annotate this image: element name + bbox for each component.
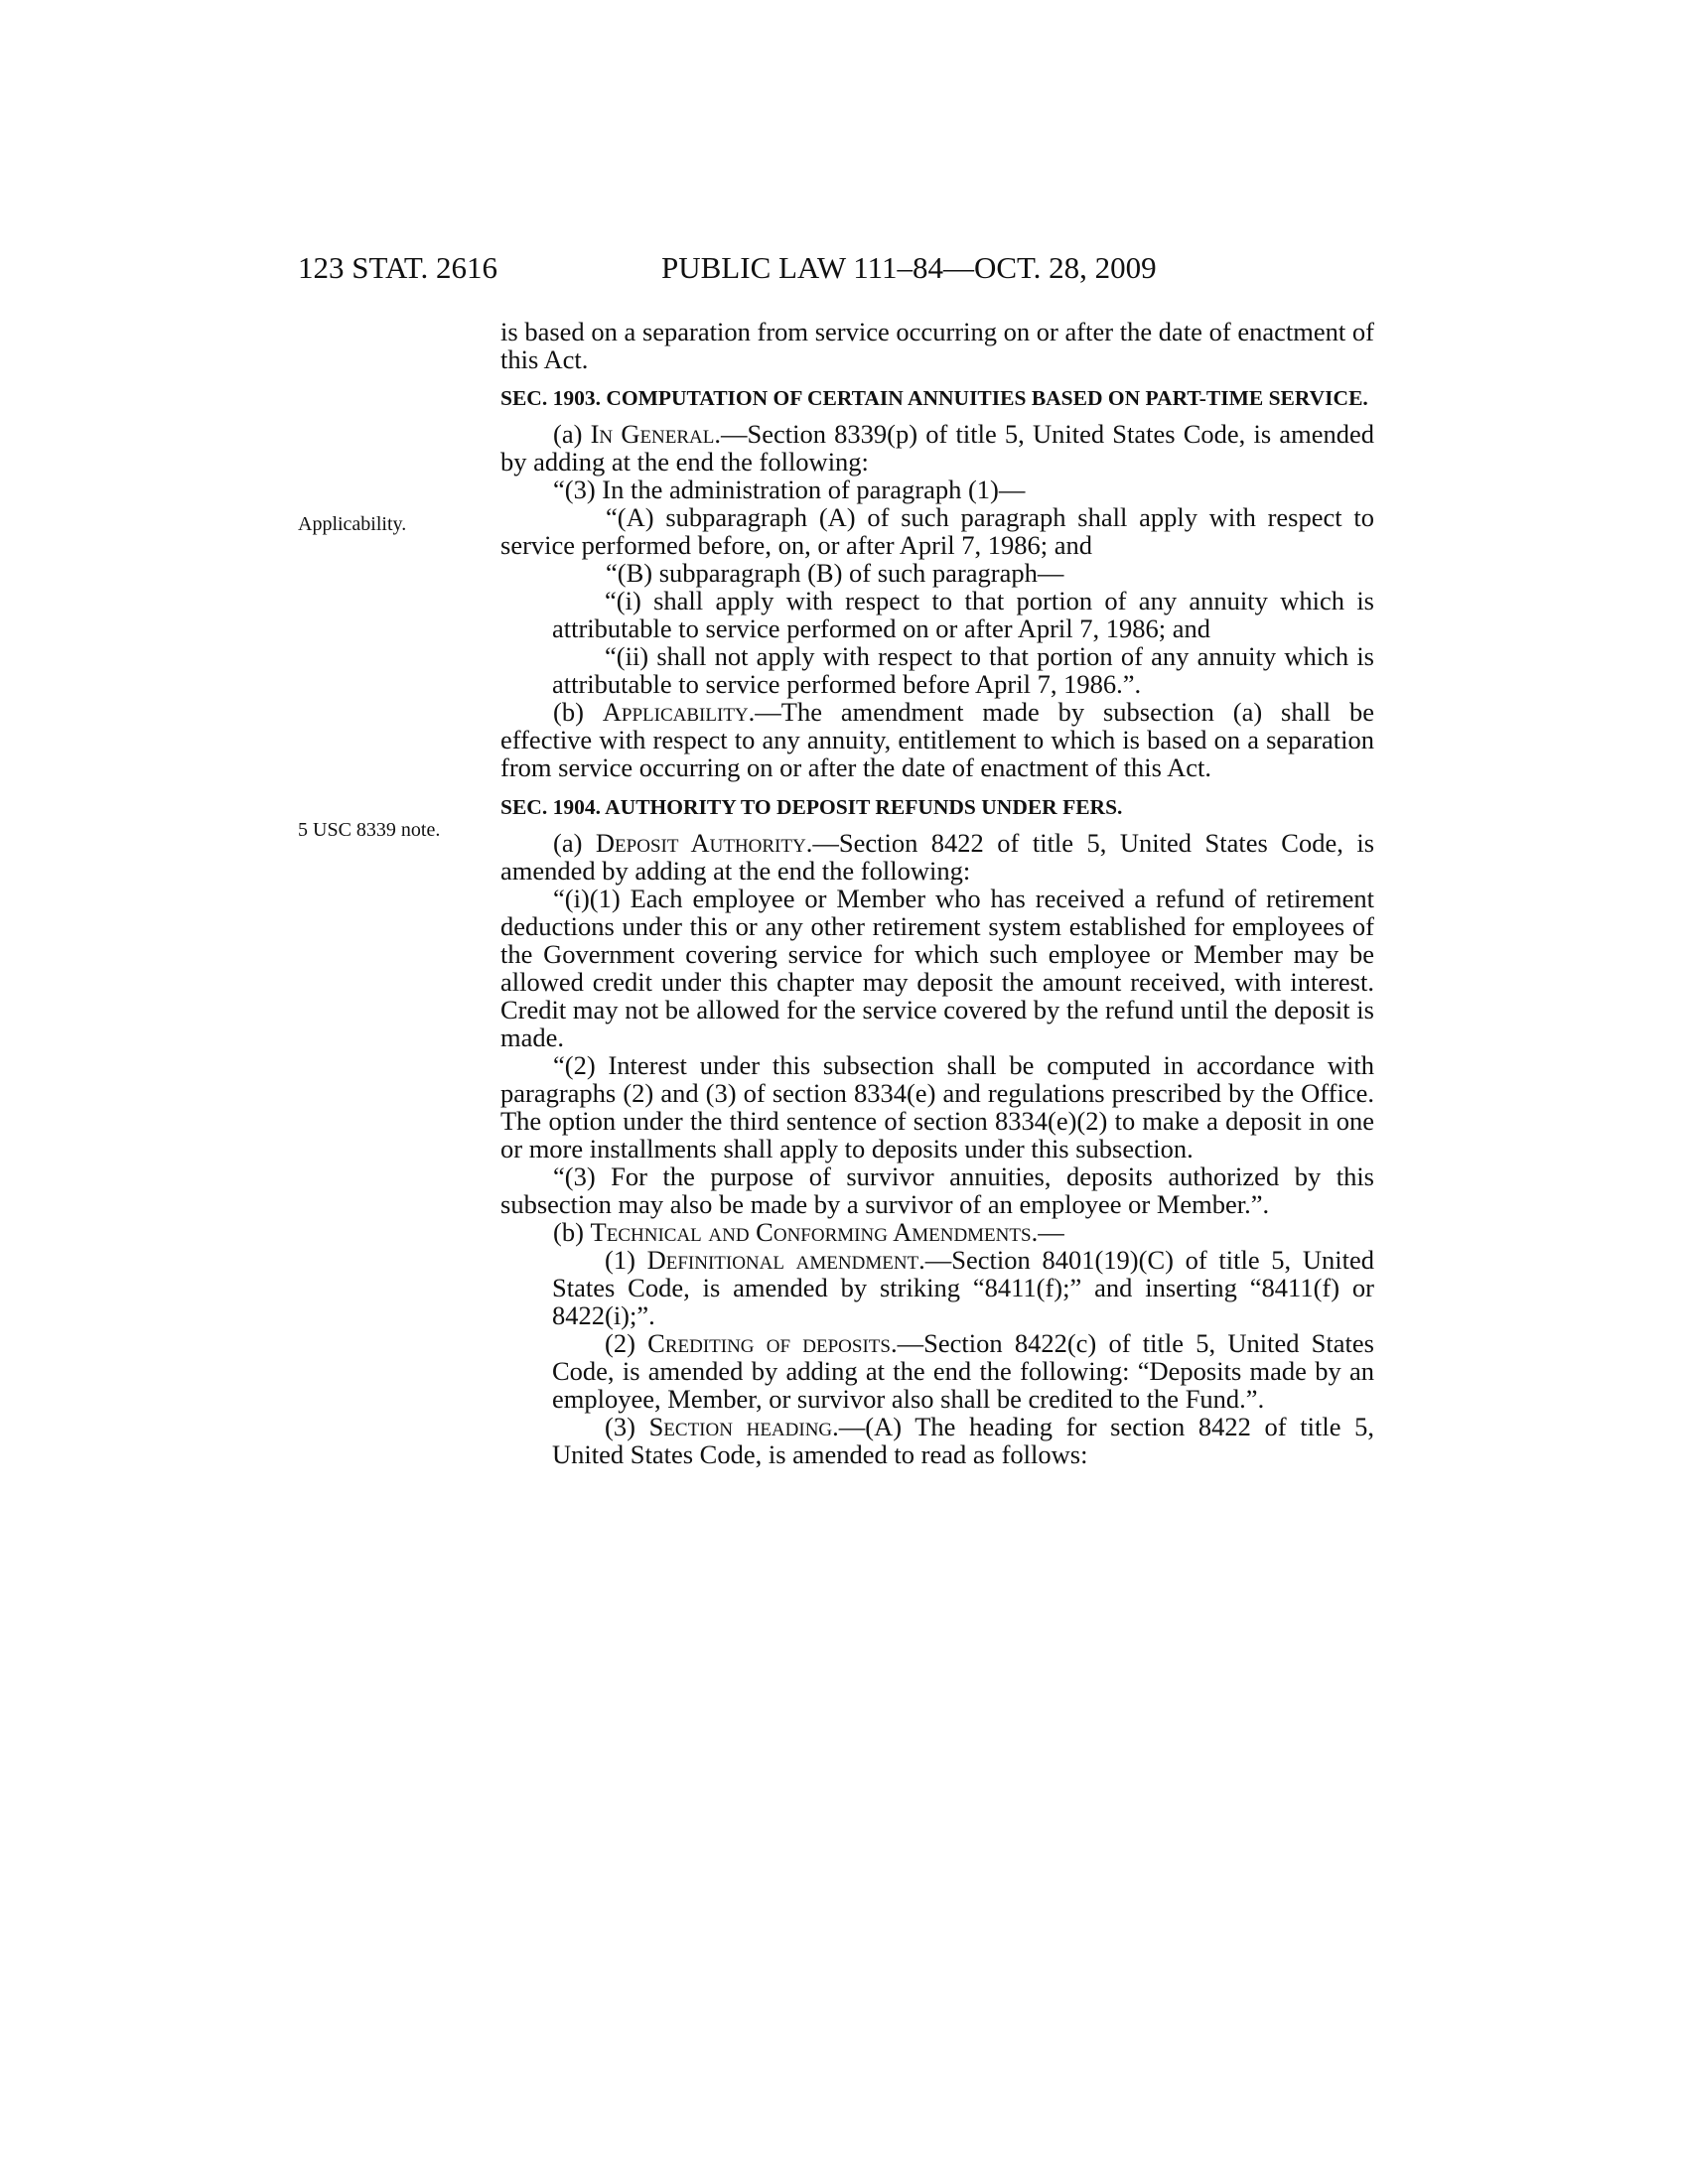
section-1904-heading: SEC. 1904. AUTHORITY TO DEPOSIT REFUNDS UNDER FERS.	[500, 795, 1123, 819]
law-title-date: PUBLIC LAW 111–84—OCT. 28, 2009	[661, 250, 1157, 285]
subparagraph-A: “(A) subparagraph (A) of such paragraph shall apply with respect to service performed before, on, or after April 7, 1986; and	[500, 502, 1374, 560]
paragraph-3: “(3) In the administration of paragraph (1)—	[553, 475, 1026, 504]
amendment-1-definitional: (1) Definitional amendment.—Section 8401(19)(C) of title 5, United States Code, is amended by striking “8411(f);” and inserting “8411(f) or 8422(i);”.	[552, 1245, 1374, 1330]
subsection-i-paragraph-1: “(i)(1) Each employee or Member who has received a refund of retirement deductions under this or any other retirement system established for employees of the Government covering service for which such employee or Member may be allowed credit under this chapter may deposit the amount received, with interest. Credit may not be allowed for the service covered by the refund until the deposit is made.	[500, 884, 1374, 1052]
subparagraph-B: “(B) subparagraph (B) of such paragraph—	[606, 558, 1064, 588]
section-1904-subsection-b: (b) Technical and Conforming Amendments.—	[553, 1217, 1064, 1247]
statute-body	[500, 318, 1374, 1468]
continued-paragraph: is based on a separation from service occurring on or after the date of enactment of this Act.	[500, 317, 1374, 374]
amendment-3-section-heading: (3) Section heading.—(A) The heading for section 8422 of title 5, United States Code, is amended to read as follows:	[552, 1412, 1374, 1469]
clause-ii: “(ii) shall not apply with respect to that portion of any annuity which is attributable to service performed before April 7, 1986.”.	[552, 641, 1374, 699]
stat-page-reference: 123 STAT. 2616	[298, 250, 498, 285]
section-1903-subsection-b: (b) Applicability.—The amendment made by subsection (a) shall be effective with respect to any annuity, entitlement to which is based on a separation from service occurring on or after the date of enactment of this Act.	[500, 697, 1374, 782]
section-1903-subsection-a: (a) In General.—Section 8339(p) of title 5, United States Code, is amended by adding at the end the following:	[500, 419, 1374, 477]
margin-note-applicability: Applicability.	[298, 513, 407, 535]
amendment-2-crediting: (2) Crediting of deposits.—Section 8422(c) of title 5, United States Code, is amended by adding at the end the following: “Deposits made by an employee, Member, or survivor also shall be credited to the Fund.”.	[552, 1328, 1374, 1414]
running-header	[298, 248, 1390, 288]
margin-note-usc: 5 USC 8339 note.	[298, 819, 441, 841]
subsection-i-paragraph-3: “(3) For the purpose of survivor annuities, deposits authorized by this subsection may also be made by a survivor of an employee or Member.”.	[500, 1161, 1374, 1219]
subsection-i-paragraph-2: “(2) Interest under this subsection shall be computed in accordance with paragraphs (2) and (3) of section 8334(e) and regulations prescribed by the Office. The option under the third sentence of section 8334(e)(2) to make a deposit in one or more installments shall apply to deposits under this subsection.	[500, 1050, 1374, 1163]
section-1903-heading: SEC. 1903. COMPUTATION OF CERTAIN ANNUITIES BASED ON PART-TIME SERVICE.	[500, 386, 1368, 410]
clause-i: “(i) shall apply with respect to that portion of any annuity which is attributable to service performed on or after April 7, 1986; and	[552, 586, 1374, 643]
section-1904-subsection-a: (a) Deposit Authority.—Section 8422 of title 5, United States Code, is amended by adding at the end the following:	[500, 828, 1375, 886]
